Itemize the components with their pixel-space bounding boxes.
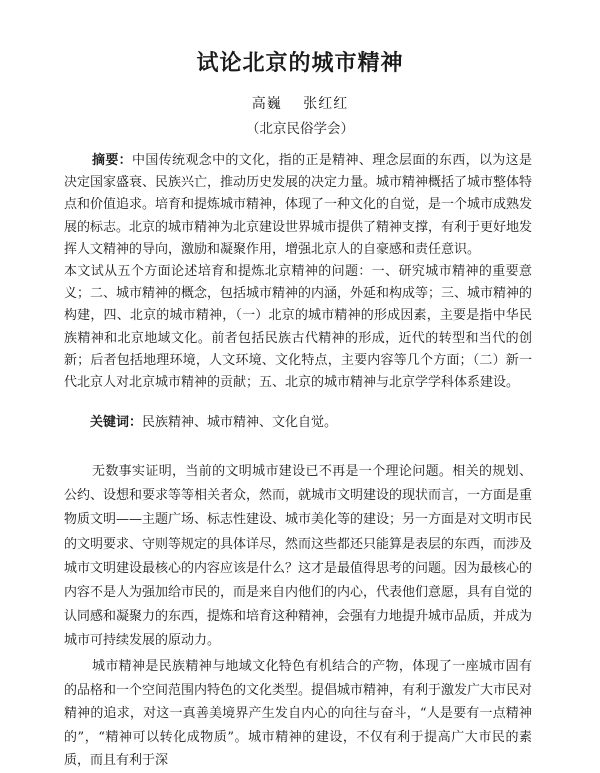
- abstract-paragraph: [64, 150, 532, 261]
- keywords-label: 关键词：: [90, 415, 143, 430]
- paper-title: 试论北京的城市精神: [196, 51, 404, 76]
- body-paragraph: 无数事实证明，当前的文明城市建设已不再是一个理论问题。相关的规划、公约、设想和要求等等相关者众，然而，就城市文明建设的现状而言，一方面是重物质文明——主题广场、标志性建设、城市美化等的建设；另一方面是对文明市民的文明要求、守则等规定的具体详尽，然而这些都还只能算是表层的东西，而涉及城市文明建设最核心的内容应该是什么？这才是最值得思考的问题。因为最核心的内容不是人为强加给市民的，而是来自内他们的内心，代表他们意愿，具有自觉的认同感和凝聚力的东西，提炼和培育这种精神，会强有力地提升城市品质，并成为城市可持续发展的原动力。: [64, 464, 533, 649]
- body-paragraph: 城市精神是民族精神与地域文化特色有机结合的产物，体现了一座城市固有的品格和一个空间范围内特色的文化类型。提倡城市精神，有利于激发广大市民对精神的追求，对这一真善美境界产生发自内心的向往与奋斗，“人是要有一点精神的”，“精神可以转化成物质”。城市精神的建设，不仅有利于提高广大市民的素质，而且有利于深: [64, 659, 533, 769]
- abstract-paragraph: 本文试从五个方面论述培育和提炼北京精神的问题：一、研究城市精神的重要意义；二、城市精神的概念，包括城市精神的内涵，外延和构成等；三、城市精神的构建，四、北京的城市精神，（一）北京的城市精神的形成因素，主要是指中华民族精神和北京地域文化。前者包括民族古代精神的形成，近代的转型和当代的创新；后者包括地理环境，人文环境、文化特点，主要内容等几个方面；（二）新一代北京人对北京城市精神的贡献；五、北京的城市精神与北京学学科体系建设。: [64, 264, 533, 391]
- abstract-label: 摘要：: [92, 153, 133, 168]
- abstract-text: 中国传统观念中的文化，指的正是精神、理念层面的东西，以为这是决定国家盛衰、民族兴亡，推动历史发展的决定力量。城市精神概括了城市整体特点和价值追求。培育和提炼城市精神，体现了一种文化的自觉，是一个城市成熟发展的标志。北京的城市精神为北京建设世界城市提供了精神支撑，有利于更好地发挥人文精神的导向，激励和凝聚作用，增强北京人的自豪感和责任意识。: [64, 153, 533, 257]
- abstract: [64, 150, 532, 394]
- keywords: [90, 412, 530, 434]
- body-section: [64, 655, 532, 773]
- body-section: [64, 460, 532, 654]
- author-name: 高巍: [251, 96, 282, 112]
- affiliation: （北京民俗学会）: [246, 121, 354, 137]
- keywords-text: 民族精神、城市精神、文化自觉。: [142, 415, 338, 430]
- authors: [0, 93, 600, 113]
- author-name: 张红红: [303, 96, 349, 112]
